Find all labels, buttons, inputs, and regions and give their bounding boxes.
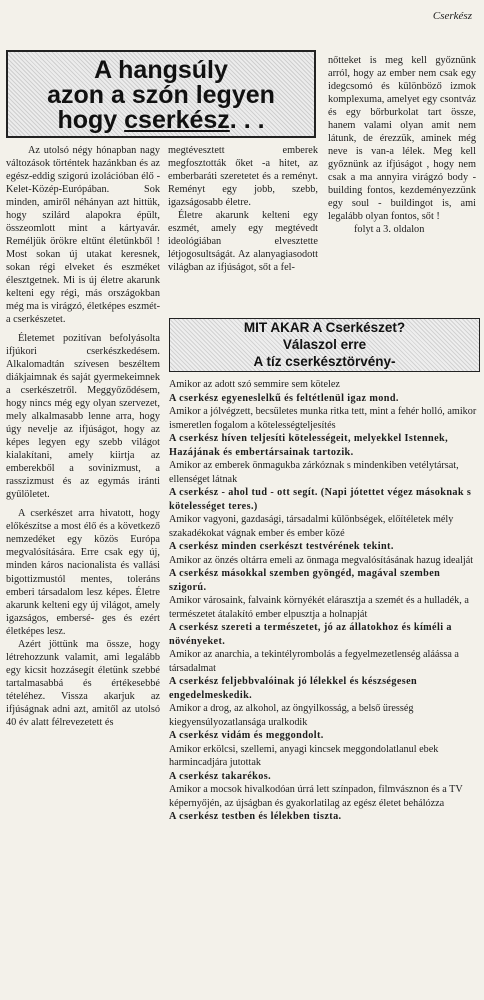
- scout-law-context: Amikor vagyoni, gazdasági, társadalmi különbségek, előítéletek mély szakadékokat vágnak ember és ember közé: [169, 514, 454, 539]
- scout-law-context: Amikor a drog, az alkohol, az öngyilkosság, a belső üresség kiegyensúlyozatlansága uralkodik: [169, 703, 414, 728]
- scout-law: A cserkész testben és lélekben tiszta.: [169, 811, 342, 822]
- paragraph: Azért jöttünk ma össze, hogy létrehozzunk valamit, ami legalább egy kicsit hozzásegít életünk szebbé tartalmasabbá és értékesebbé tételéhez. Vissza akarjuk az ifjúságnak adni azt, amitől az utolsó 40 év alatt félrevezetett és: [6, 638, 160, 728]
- scout-law: A cserkész feljebbvalóinak jó lélekkel és készségesen engedelmeskedik.: [169, 676, 418, 701]
- scout-law: A cserkész minden cserkészt testvérének tekint.: [169, 541, 394, 552]
- headline-line-3-post: . . .: [229, 106, 265, 134]
- box-subtitle-2: A tíz cserkésztörvény-: [253, 354, 396, 369]
- paragraph: nőtteket is meg kell győznünk arról, hogy az ember nem csak egy idegcsomó és különböző izmok komplexuma, amelyet egy csontváz és egy bőrburkolat tart össze, hanem valami olyan amit nem látunk, de érezzük, aminek még neve is van-a lélek. Meg kell győznünk az ifjúságot , hogy nem csak a ma annyira virágzó body - building fontos, kezdeményezzünk egy soul - buildingot is, ami legalább olyan fontos, sőt !: [328, 55, 476, 223]
- scout-law-list: [169, 378, 478, 824]
- scout-law-context: Amikor a mocsok hivalkodóan úrrá lett színpadon, filmvásznon és a TV képernyőjén, az újságban és gyakorlatilag az egész életet behálózza: [169, 784, 463, 809]
- paragraph: A cserkészet arra hivatott, hogy előkészítse a most élő és a következő nemzedéket egy közös Európa megvalósítására. Erre csak egy új, minden káros nacionalista és vallási bigottizmustól mentes, toleráns emberi társadalom lesz képes. Életre akarunk kelteni egy új világot, amely igazságos, embersé- ges és ezért életképes lesz.: [6, 508, 160, 637]
- scout-law: A cserkész egyeneslelkű és feltétlenül igaz mond.: [169, 392, 399, 404]
- scout-law-context: Amikor az adott szó semmire sem kötelez: [169, 379, 340, 390]
- scout-law-context: Amikor az emberek önmagukba zárkóznak s mindenkiben vetélytársat, ellenséget látnak: [169, 460, 459, 485]
- scout-law: A cserkész - ahol tud - ott segít. (Napi jótettet végez másoknak s kötelességet teres.): [169, 487, 472, 512]
- headline-line-3-pre: hogy: [57, 106, 125, 134]
- paragraph: Az utolsó négy hónapban nagy változások történtek hazánkban és az egész-eddig szigorú izolációban élő -Kelet-Közép-Európában. Sok minden, amiről néhányan azt hittük, hogy szilárd alapokra épült, összeomlott mint a kártyavár. Reméljük örökre eltűnt életünkből ! Most sokan új utakat keresnek, sokan régi elveket és eszméket élesztgetnek. Mi is új életre akarunk kelteni egy régi, más országokban még ma is virágzó, életképes eszmét-a cserkészetet.: [6, 145, 160, 326]
- scout-law-context: Amikor az önzés oltárra emeli az önmaga megvalósításának hazug idealját: [169, 554, 474, 566]
- headline-line-2: azon a szón legyen: [47, 81, 275, 109]
- paragraph: Életemet pozitívan befolyásolta ifjúkori cserkészkedésem. Alkalomadtán szívesen beszéltem diákjaimnak és saját gyermekeimnek a cserkészetről. Meggyőződésem, hogy nincs még egy olyan szervezet, mely alkalmasabb lenne arra, hogy úgy nevelje az ifjúságot, hogy az képes legyen egy szebb világot kialakítani, amely kiirtja az emberekből a sovinizmust, a rasszizmust és az egymás iránti gyűlöletet.: [6, 333, 160, 501]
- headline-keyword: cserkész: [124, 106, 230, 134]
- scout-law-context: Amikor a jólvégzett, becsületes munka ritka tett, mint a fehér holló, amikor ismeretlen fogalom a kötelességteljesítés: [169, 406, 477, 431]
- article-column-2: [168, 144, 318, 274]
- box-title: MIT AKAR A Cserkészet?: [243, 320, 406, 335]
- scout-law: A cserkész híven teljesíti kötelességeit, melyekkel Istennek, Hazájának és embertársainak tartozik.: [169, 433, 449, 458]
- scout-law: A cserkész szereti a természetet, jó az állatokhoz és kíméli a növényeket.: [169, 622, 452, 647]
- box-subtitle: Válaszol erre: [282, 337, 367, 352]
- article-column-1: [6, 144, 160, 729]
- article-headline: [6, 50, 316, 138]
- scout-law: A cserkész vidám és meggondolt.: [169, 730, 324, 741]
- scout-law-context: Amikor városaink, falvaink környékét elárasztja a szemét és a hulladék, a természetet átalakító ember elpusztja a holnapját: [169, 595, 469, 620]
- headline-line-1: A hangsúly: [94, 56, 228, 84]
- scout-law: A cserkész takarékos.: [169, 770, 272, 782]
- paragraph: megtévesztett emberek megfosztották őket -a hitet, az emberbaráti szeretetet és a reményt. Reményt egy jobb, szebb, igazságosabb életre.: [168, 145, 318, 209]
- scout-law-context: Amikor az anarchia, a tekintélyrombolás a fegyelmezetlenség aláássa a társadalmat: [169, 649, 459, 674]
- scout-law-box-header: [169, 318, 480, 372]
- continuation-note: folyt a 3. oldalon: [354, 224, 425, 236]
- article-column-3: [328, 54, 476, 236]
- scout-law: A cserkész másokkal szemben gyöngéd, magával szemben szigorú.: [169, 568, 441, 593]
- headline-line-3: [8, 108, 314, 133]
- running-head: Cserkész: [432, 10, 472, 22]
- scout-law-context: Amikor erkölcsi, szellemi, anyagi kincsek meggondolatlanul ebek harmincadjára jutottak: [169, 743, 439, 768]
- paragraph: Életre akarunk kelteni egy eszmét, amely egy megtévedt ideológiában elvesztette létjogosultságát. Az alanyagiasodott világban az ifjúságot, sőt a fel-: [168, 210, 318, 274]
